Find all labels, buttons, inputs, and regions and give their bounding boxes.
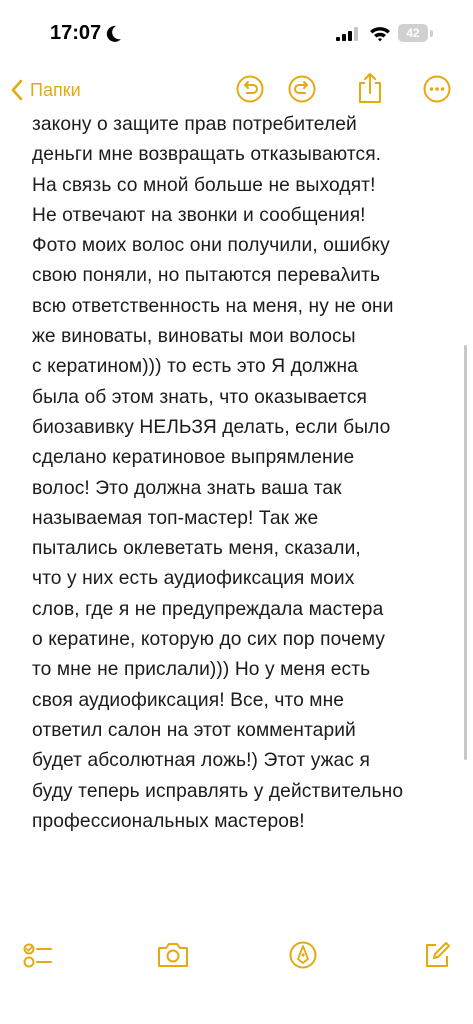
undo-icon[interactable] [235, 74, 265, 104]
note-line: же виноваты, виноваты мои волосы [32, 326, 356, 348]
note-line: с кератином))) то есть это Я должна [32, 356, 358, 378]
note-line: волос! Это должна знать ваша так [32, 477, 342, 499]
markup-icon[interactable] [288, 940, 318, 970]
notes-toolbar [0, 62, 473, 118]
scroll-indicator[interactable] [464, 345, 467, 760]
note-line: свою поняли, но пытаются переваλить [32, 265, 381, 287]
battery-icon [398, 24, 428, 42]
compose-icon[interactable] [422, 940, 452, 970]
note-line: то мне не прислали))) Но у меня есть [32, 659, 371, 681]
note-line: была об этом знать, что оказывается [32, 386, 368, 408]
note-line: буду теперь исправлять у действительно [32, 780, 404, 802]
note-line: всю ответственность на меня, ну не они [32, 295, 394, 317]
note-line: называемая топ-мастер! Так же [32, 507, 319, 529]
note-line: деньги мне возвращать отказываются. [32, 144, 382, 166]
wifi-icon [369, 25, 391, 42]
battery-cap [430, 30, 433, 37]
redo-icon[interactable] [287, 74, 317, 104]
note-line: о кератине, которую до сих пор почему [32, 629, 386, 651]
note-body[interactable] [32, 110, 452, 837]
back-to-folders-button[interactable] [10, 76, 81, 104]
note-line: профессиональных мастеров! [32, 810, 305, 832]
more-icon[interactable] [422, 74, 452, 104]
status-bar [0, 0, 473, 62]
note-line: Фото моих волос они получили, ошибку [32, 235, 390, 257]
note-line: На связь со мной больше не выходят! [32, 174, 376, 196]
checklist-icon[interactable] [22, 940, 54, 972]
note-line: биозавивку НЕЛЬЗЯ делать, если было [32, 416, 391, 438]
note-line: слов, где я не предупреждала мастера [32, 598, 384, 620]
chevron-left-icon [10, 79, 24, 101]
bottom-toolbar [0, 930, 473, 990]
note-line: закону о защите прав потребителей [32, 114, 357, 135]
share-icon[interactable] [356, 71, 384, 105]
note-line: будет абсолютная ложь!) Этот ужас я [32, 750, 370, 772]
note-line: Не отвечают на звонки и сообщения! [32, 204, 366, 226]
note-line: пытались оклеветать меня, сказали, [32, 538, 361, 560]
note-line: что у них есть аудиофиксация моих [32, 568, 355, 590]
note-line: сделано кератиновое выпрямление [32, 447, 355, 469]
battery-level: 42 [406, 26, 420, 40]
camera-icon[interactable] [156, 940, 190, 970]
status-time: 17:07 [50, 22, 102, 44]
note-line: ответил салон на этот комментарий [32, 719, 356, 741]
moon-icon [106, 25, 122, 43]
note-line: своя аудиофиксация! Все, что мне [32, 689, 345, 711]
signal-icon [336, 27, 360, 41]
back-label: Папки [30, 79, 81, 100]
